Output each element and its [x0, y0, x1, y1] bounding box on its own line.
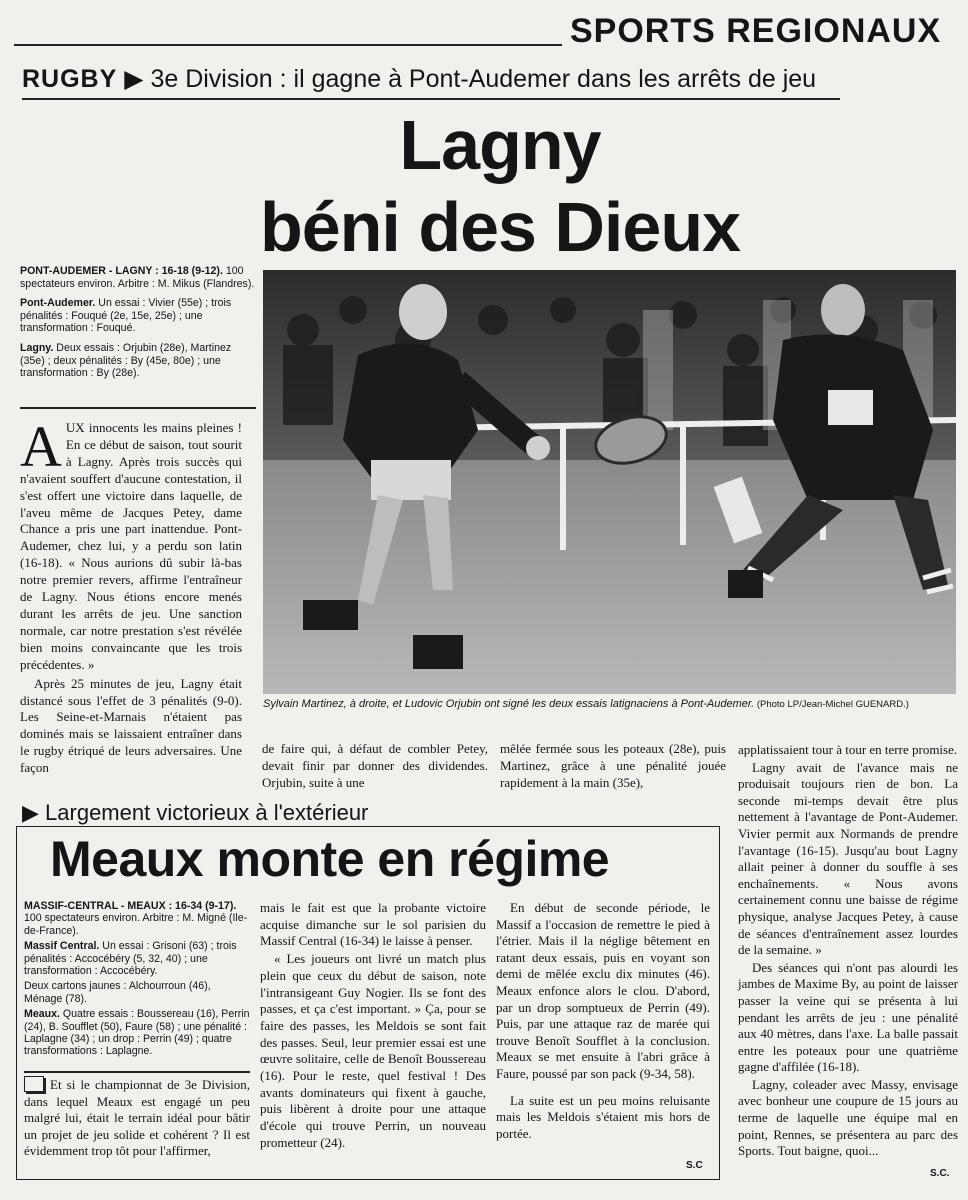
team2-name: Lagny. [20, 341, 54, 354]
match2-team2-scorers: Quatre essais : Boussereau (16), Perrin (24), B. Soufflet (50), Faure (58) ; une pénalité : Laplagne (34) ; un drop : Perrin (49) ; quatre transformations : Laplagne. [24, 1008, 250, 1058]
col4-paragraph-1: applatissaient tour à tour en terre promise. [738, 742, 958, 757]
section-title: SPORTS REGIONAUX [570, 12, 942, 50]
article2-signature: S.C [686, 1160, 703, 1171]
match-header: PONT-AUDEMER - LAGNY : 16-18 (9-12). [20, 265, 223, 277]
kicker-text: 3e Division : il gagne à Pont-Audemer dans les arrêts de jeu [150, 65, 817, 93]
match-score-box [20, 265, 256, 387]
kicker2-text: Largement victorieux à l'extérieur [38, 800, 369, 825]
article1-column-2: de faire qui, à défaut de combler Petey, devait finir par donner des dividendes. Orjubin, suite à une [262, 741, 488, 790]
article2-intro: Et si le championnat de 3e Division, dans lequel Meaux est engagé un peu malgré lui, était le terrain idéal pour bâtir un projet de jeu solide et cohérent ? Il est évidemment trop tôt pour l'affirmer, [24, 1077, 250, 1158]
article2-col2-paragraph-1: mais le fait est que la probante victoire acquise dimanche sur le sol parisien du Massif Central (16-34) le laisse à penser. [260, 900, 486, 949]
kicker-sport: RUGBY [22, 65, 118, 93]
match2-team1-name: Massif Central. [24, 940, 100, 953]
match2-info: 100 spectateurs environ. Arbitre : M. Migné (Ile-de-France). [24, 912, 248, 937]
arrow-icon: ▶ [124, 65, 144, 93]
article1-column-3: mêlée fermée sous les poteaux (28e), puis Martinez, grâce à une pénalité jouée rapidement à la main (35e), [500, 741, 726, 790]
article1-headline [200, 104, 800, 268]
box-divider [20, 407, 256, 409]
article2-kicker [22, 800, 582, 826]
photo-credit: (Photo LP/Jean-Michel GUENARD.) [754, 699, 909, 710]
team1-scorers: Un essai : Vivier (55e) ; trois pénalités : Fouqué (2e, 15e, 25e) ; une transformation : Fouqué. [20, 297, 232, 335]
rugby-photo [263, 270, 956, 694]
article1-kicker [22, 64, 842, 94]
article2-column-2 [260, 900, 486, 1152]
article2-col3-paragraph-2: La suite est un peu moins reluisante mais les Meldois s'étaient mis hors de portée. [496, 1092, 710, 1141]
arrow-icon: ▶ [22, 800, 39, 825]
rugby-players-image [263, 270, 956, 694]
lead-paragraph-1: UX innocents les mains pleines ! En ce début de saison, tout sourit à Lagny. Après trois succès qui n'avaient souffert d'aucune contestation, il s'est offert une victoire dans laquelle, de l'aveu même de Jacques Petey, dame Chance a pris une part inattendue. Pont-Audemer, chez lui, y a perdu son latin (16-18). « Nous aurions dû subir là-bas notre premier revers, affirme l'entraîneur de Lagny. Nous étions encore menés durant les arrêts de jeu. Une sanction normale, car notre prestation s'est révélée bien moins convaincante que les trois précédentes. » [20, 420, 242, 672]
match-info: 100 spectateurs environ. Arbitre : M. Mikus (Flandres). [20, 265, 255, 290]
article2-column-3 [496, 900, 710, 1142]
photo-caption [263, 698, 956, 711]
article1-column-4 [738, 742, 958, 1160]
col4-paragraph-3: Des séances qui n'ont pas alourdi les jambes de Maxime By, au point de laisser passer la veine qui se présenta à lui pendant les arrêts de jeu : une pénalité aux 40 mètres, dans l'axe. La balle passait entre les poteaux pour une quatrième gagne d'affilée (16-18). [738, 959, 958, 1075]
col4-paragraph-4: Lagny, coleader avec Massy, envisage avec bonheur une coupure de 15 jours au terme de laquelle une équipe mal en point, Rennes, se présentera au parc des Sports. Tout baigne, quoi... [738, 1076, 958, 1159]
headline-line-1: Lagny [399, 106, 601, 184]
drop-cap: A [20, 414, 62, 479]
col4-paragraph-2: Lagny avait de l'avance mais ne produisait toujours rien de bon. La seconde mi-temps devait être plus nettement à l'avantage de Pont-Audemer. Vivier permit aux Normands de prendre l'avantage (16-15). Jusqu'au bout Lagny allait peiner à donner du souffle à ses enchaînements. « Nous avons certainement connu une baisse de régime physique, analyse Jacques Petey, à cause de séances d'entraînement assez lourdes de la semaine. » [738, 759, 958, 958]
match2-score-box [24, 900, 250, 1061]
team1-name: Pont-Audemer. [20, 297, 96, 310]
match2-cards: Deux cartons jaunes : Alchourroun (46), Ménage (78). [24, 980, 211, 1005]
match2-team1-scorers: Un essai : Grisoni (63) ; trois pénalités : Accocébéry (5, 32, 40) ; une transformation : Accocébéry. [24, 940, 237, 978]
caption-text: Sylvain Martinez, à droite, et Ludovic Orjubin ont signé les deux essais latignaciens à Pont-Audemer. [263, 698, 755, 710]
lead-paragraph-2: Après 25 minutes de jeu, Lagny était distancé sous l'effet de 3 pénalités (9-0). Les Seine-et-Marnais n'étaient pas dominés mais se laissaient entraîner dans le rugby étriqué de leurs adversaires. Une façon [20, 675, 242, 776]
article1-lead-column [20, 414, 242, 777]
article1-signature: S.C. [930, 1168, 950, 1179]
box2-divider [24, 1071, 250, 1073]
kicker-underline [22, 98, 840, 100]
headline-line-2: béni des Dieux [259, 188, 741, 266]
article2-headline: Meaux monte en régime [50, 831, 610, 887]
article2-col3-paragraph-1: En début de seconde période, le Massif a l'occasion de remettre le pied à l'étrier. Mais il la néglige bêtement en ratant deux essais, puis en voyant son demi de mêlée exclu dix minutes (46). Meaux enfonce alors le clou. D'abord, par un drop somptueux de Perrin (49). Puis, par une attaque raz de marée qui trouve Benoît Soufflet à la conclusion. Meaux se met ensuite à l'abri grâce à Faure, poussé par son pack (9-34, 58). [496, 900, 710, 1081]
masthead-rule [14, 44, 562, 46]
team2-scorers: Deux essais : Orjubin (28e), Martinez (35e) ; deux pénalités : By (45e, 80e) ; une transformation : By (28e). [20, 341, 232, 380]
match2-header: MASSIF-CENTRAL - MEAUX : 16-34 (9-17). [24, 900, 237, 912]
article2-column-1 [24, 1076, 250, 1160]
article2-col2-paragraph-2: « Les joueurs ont livré un match plus plein que ceux du début de saison, note l'intransigeant Guy Nogier. Ils se font des passes, et ça c'est important. » Ça, pour se faire des passes, les Meldois se sont fait des passes. Seul, leur premier essai est une œuvre solitaire, celle de Benoît Boussereau (16). Pour le reste, quel festival ! Des avants dominateurs qui fixent à gauche, puis libèrent à droite pour une attaque d'école qui trouve Perrin, un nouveau prometteur (24). [260, 951, 486, 1150]
match2-team2-name: Meaux. [24, 1008, 60, 1021]
square-bullet-icon [24, 1076, 44, 1092]
